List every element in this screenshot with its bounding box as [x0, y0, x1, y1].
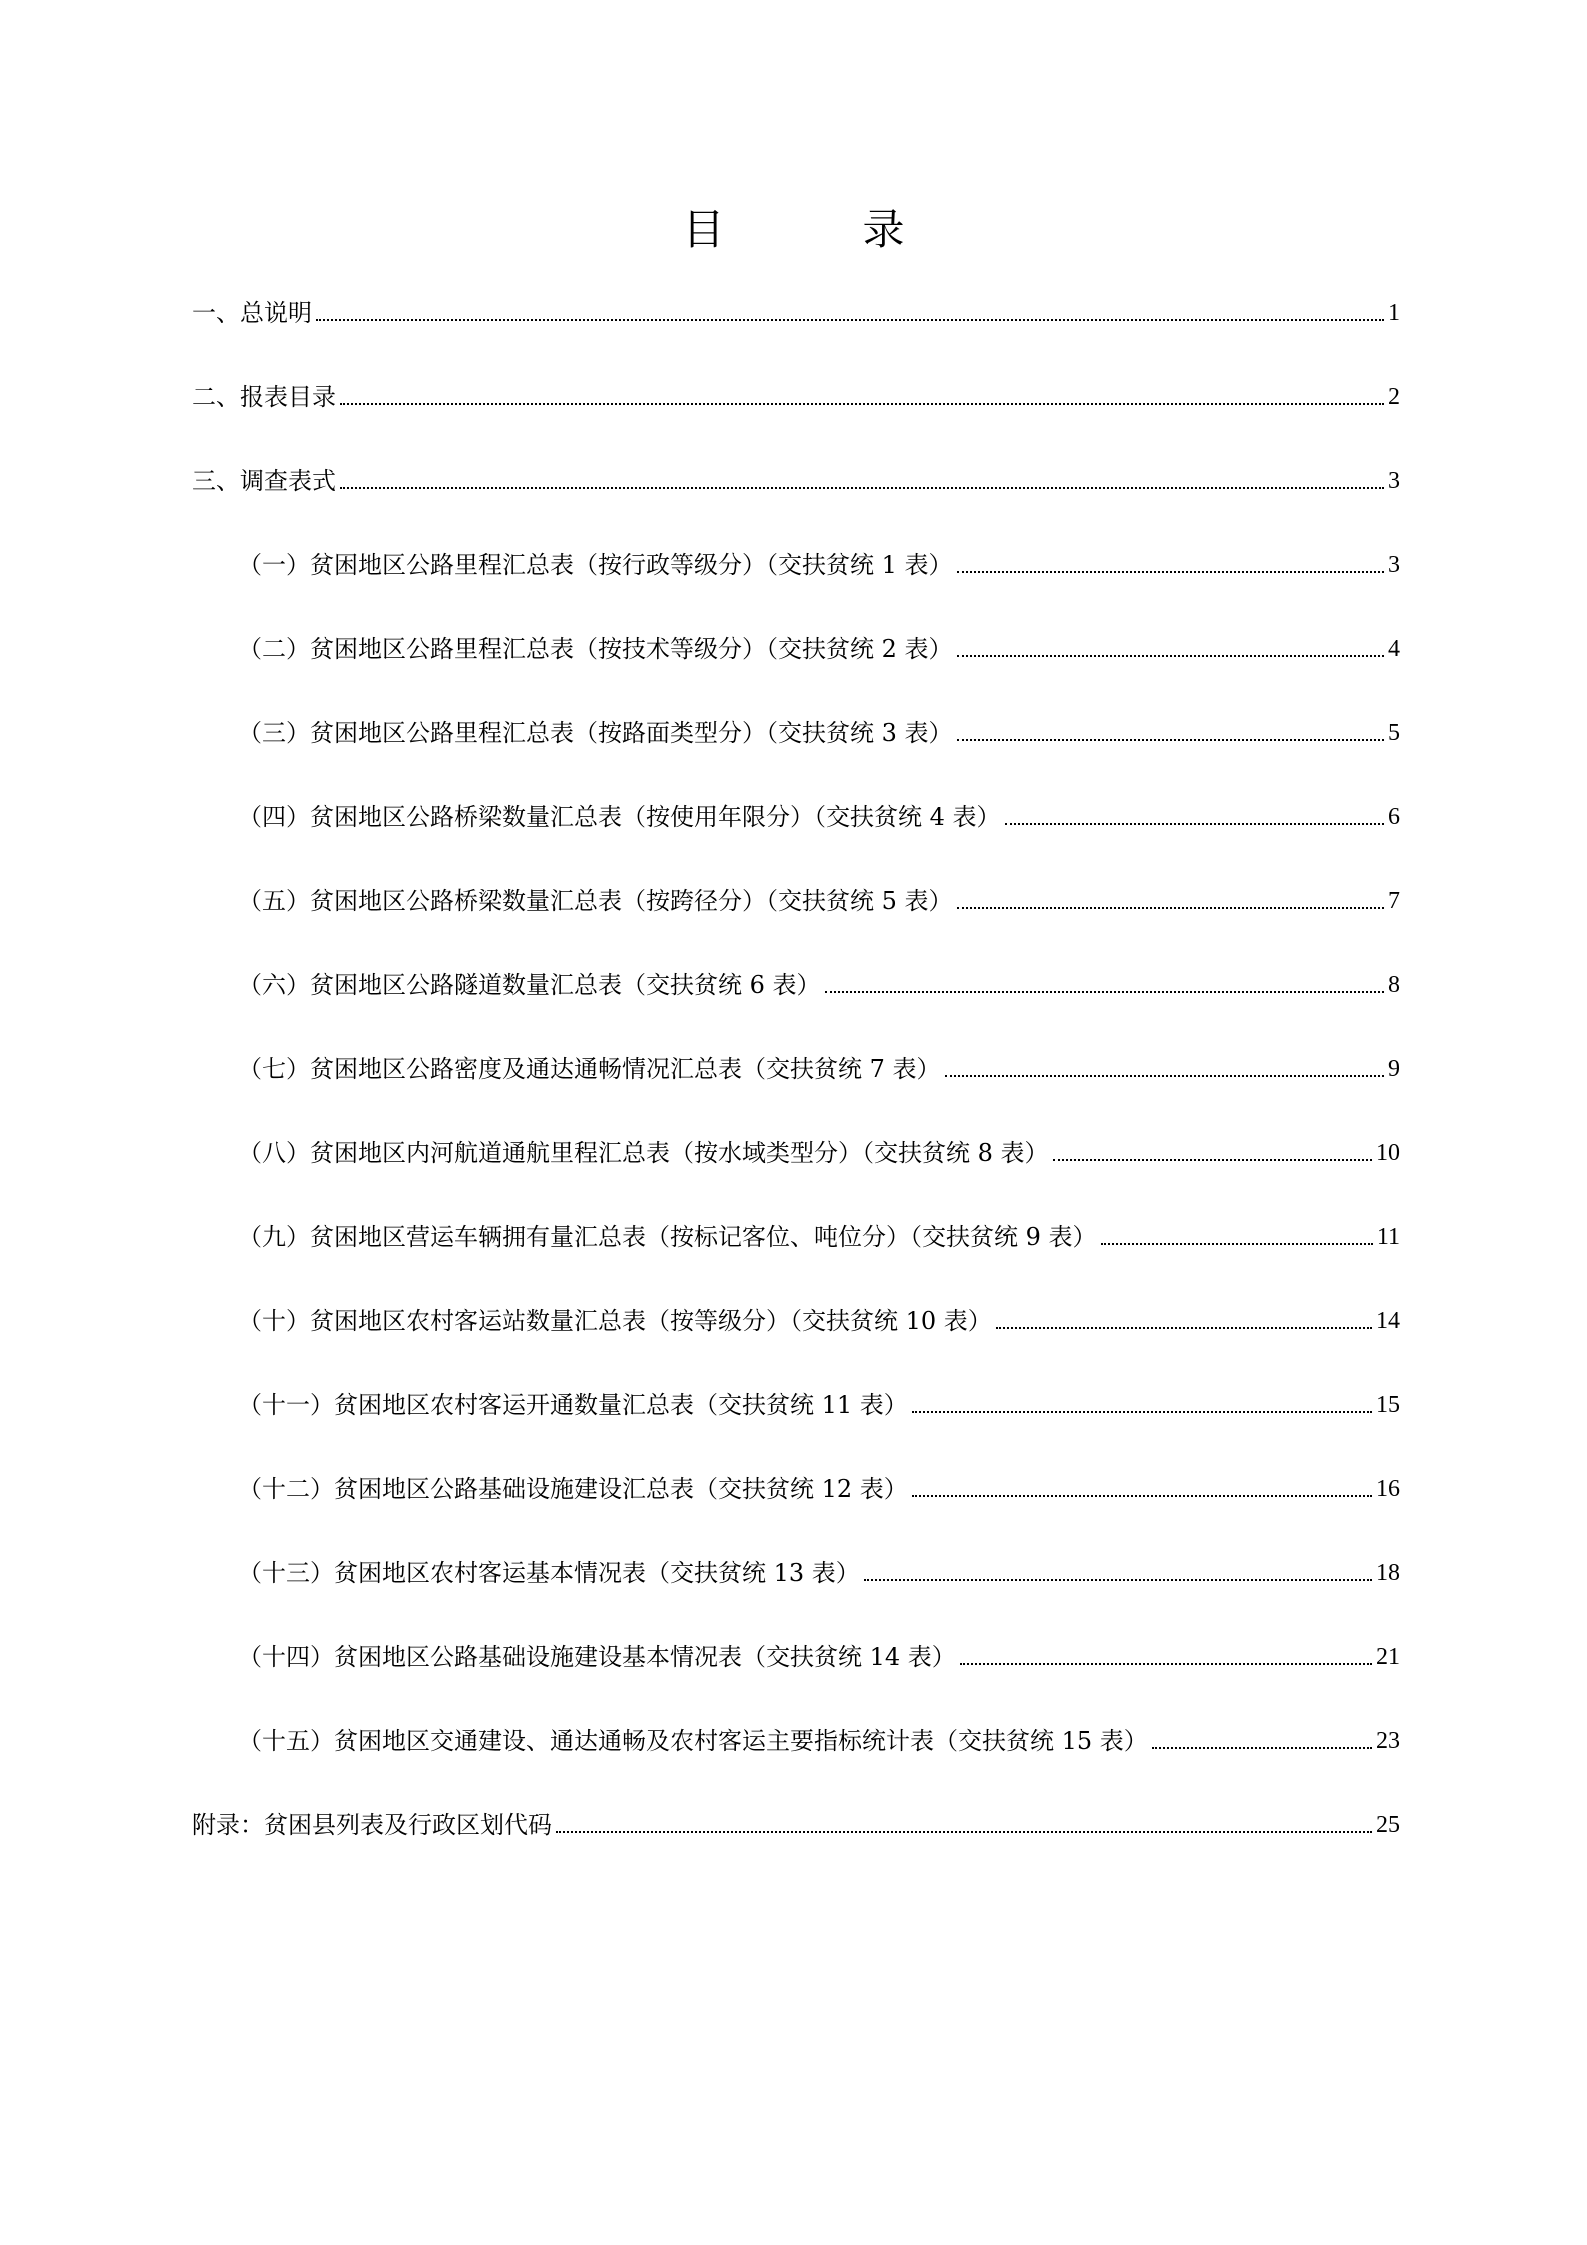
dot-leader: [957, 570, 1384, 573]
toc-entry-survey-forms[interactable]: [192, 458, 1400, 498]
toc-entry-table-1[interactable]: [238, 542, 1400, 582]
toc-entry-page: 6: [1388, 804, 1400, 830]
toc-entry-table-12[interactable]: [238, 1466, 1400, 1506]
dot-leader: [556, 1830, 1372, 1833]
dot-leader: [864, 1578, 1372, 1581]
toc-entry-page: 18: [1376, 1560, 1400, 1586]
dot-leader: [825, 990, 1384, 993]
toc-entry-page: 9: [1388, 1056, 1400, 1082]
toc-entry-table-10[interactable]: [238, 1298, 1400, 1338]
toc-entry-table-11[interactable]: [238, 1382, 1400, 1422]
toc-entry-label: （十）贫困地区农村客运站数量汇总表（按等级分）（交扶贫统 10 表）: [238, 1307, 992, 1335]
dot-leader: [957, 906, 1384, 909]
toc-entry-label: （五）贫困地区公路桥梁数量汇总表（按跨径分）（交扶贫统 5 表）: [238, 887, 953, 915]
dot-leader: [912, 1494, 1372, 1497]
dot-leader: [1101, 1242, 1373, 1245]
toc-entry-page: 25: [1376, 1812, 1400, 1838]
toc-entry-label: （六）贫困地区公路隧道数量汇总表（交扶贫统 6 表）: [238, 971, 821, 999]
toc-entry-page: 7: [1388, 888, 1400, 914]
toc-entry-page: 23: [1376, 1728, 1400, 1754]
toc-entry-page: 8: [1388, 972, 1400, 998]
dot-leader: [1152, 1746, 1372, 1749]
toc-entry-label: （十二）贫困地区公路基础设施建设汇总表（交扶贫统 12 表）: [238, 1475, 908, 1503]
toc-entry-page: 1: [1388, 300, 1400, 326]
toc-entry-label: （一）贫困地区公路里程汇总表（按行政等级分）（交扶贫统 1 表）: [238, 551, 953, 579]
dot-leader: [1005, 822, 1384, 825]
toc-entry-page: 16: [1376, 1476, 1400, 1502]
page-title: 目 录: [682, 205, 953, 254]
toc-entry-label: （十四）贫困地区公路基础设施建设基本情况表（交扶贫统 14 表）: [238, 1643, 956, 1671]
toc-entry-label: （八）贫困地区内河航道通航里程汇总表（按水域类型分）（交扶贫统 8 表）: [238, 1139, 1049, 1167]
toc-entry-label: 三、调查表式: [192, 467, 336, 495]
dot-leader: [912, 1410, 1372, 1413]
dot-leader: [340, 402, 1384, 405]
toc-entry-page: 15: [1376, 1392, 1400, 1418]
toc-entry-label: （十三）贫困地区农村客运基本情况表（交扶贫统 13 表）: [238, 1559, 860, 1587]
toc-entry-page: 10: [1376, 1140, 1400, 1166]
dot-leader: [996, 1326, 1372, 1329]
toc-entry-label: 一、总说明: [192, 299, 312, 327]
toc-entry-label: （二）贫困地区公路里程汇总表（按技术等级分）（交扶贫统 2 表）: [238, 635, 953, 663]
toc-entry-table-13[interactable]: [238, 1550, 1400, 1590]
toc-entry-appendix[interactable]: [192, 1802, 1400, 1842]
toc-entry-table-2[interactable]: [238, 626, 1400, 666]
dot-leader: [1053, 1158, 1372, 1161]
toc-entry-page: 4: [1388, 636, 1400, 662]
toc-entry-table-9[interactable]: [238, 1214, 1400, 1254]
dot-leader: [945, 1074, 1384, 1077]
dot-leader: [316, 318, 1384, 321]
toc-entry-table-14[interactable]: [238, 1634, 1400, 1674]
dot-leader: [340, 486, 1384, 489]
toc-entry-label: （十一）贫困地区农村客运开通数量汇总表（交扶贫统 11 表）: [238, 1391, 908, 1419]
dot-leader: [960, 1662, 1372, 1665]
toc-entry-table-6[interactable]: [238, 962, 1400, 1002]
toc-entry-report-catalog[interactable]: [192, 374, 1400, 414]
dot-leader: [957, 654, 1384, 657]
toc-entry-label: （七）贫困地区公路密度及通达通畅情况汇总表（交扶贫统 7 表）: [238, 1055, 941, 1083]
toc-entry-page: 3: [1388, 552, 1400, 578]
toc-entry-page: 5: [1388, 720, 1400, 746]
toc-entry-page: 14: [1376, 1308, 1400, 1334]
toc-entry-page: 21: [1376, 1644, 1400, 1670]
toc-entry-table-4[interactable]: [238, 794, 1400, 834]
toc-entry-table-15[interactable]: [238, 1718, 1400, 1758]
toc-entry-table-5[interactable]: [238, 878, 1400, 918]
toc-entry-table-8[interactable]: [238, 1130, 1400, 1170]
toc-entry-page: 2: [1388, 384, 1400, 410]
dot-leader: [957, 738, 1384, 741]
toc-entry-label: （三）贫困地区公路里程汇总表（按路面类型分）（交扶贫统 3 表）: [238, 719, 953, 747]
toc-entry-label: （九）贫困地区营运车辆拥有量汇总表（按标记客位、吨位分）（交扶贫统 9 表）: [238, 1223, 1097, 1251]
toc-entry-table-7[interactable]: [238, 1046, 1400, 1086]
toc-entry-page: 11: [1376, 1224, 1400, 1250]
toc-entry-general-description[interactable]: [192, 290, 1400, 330]
toc-entry-label: （四）贫困地区公路桥梁数量汇总表（按使用年限分）（交扶贫统 4 表）: [238, 803, 1001, 831]
toc-entry-page: 3: [1388, 468, 1400, 494]
toc-entry-label: （十五）贫困地区交通建设、通达通畅及农村客运主要指标统计表（交扶贫统 15 表）: [238, 1727, 1148, 1755]
toc-entry-label: 二、报表目录: [192, 383, 336, 411]
toc-entry-label: 附录：贫困县列表及行政区划代码: [192, 1811, 552, 1839]
toc-entry-table-3[interactable]: [238, 710, 1400, 750]
